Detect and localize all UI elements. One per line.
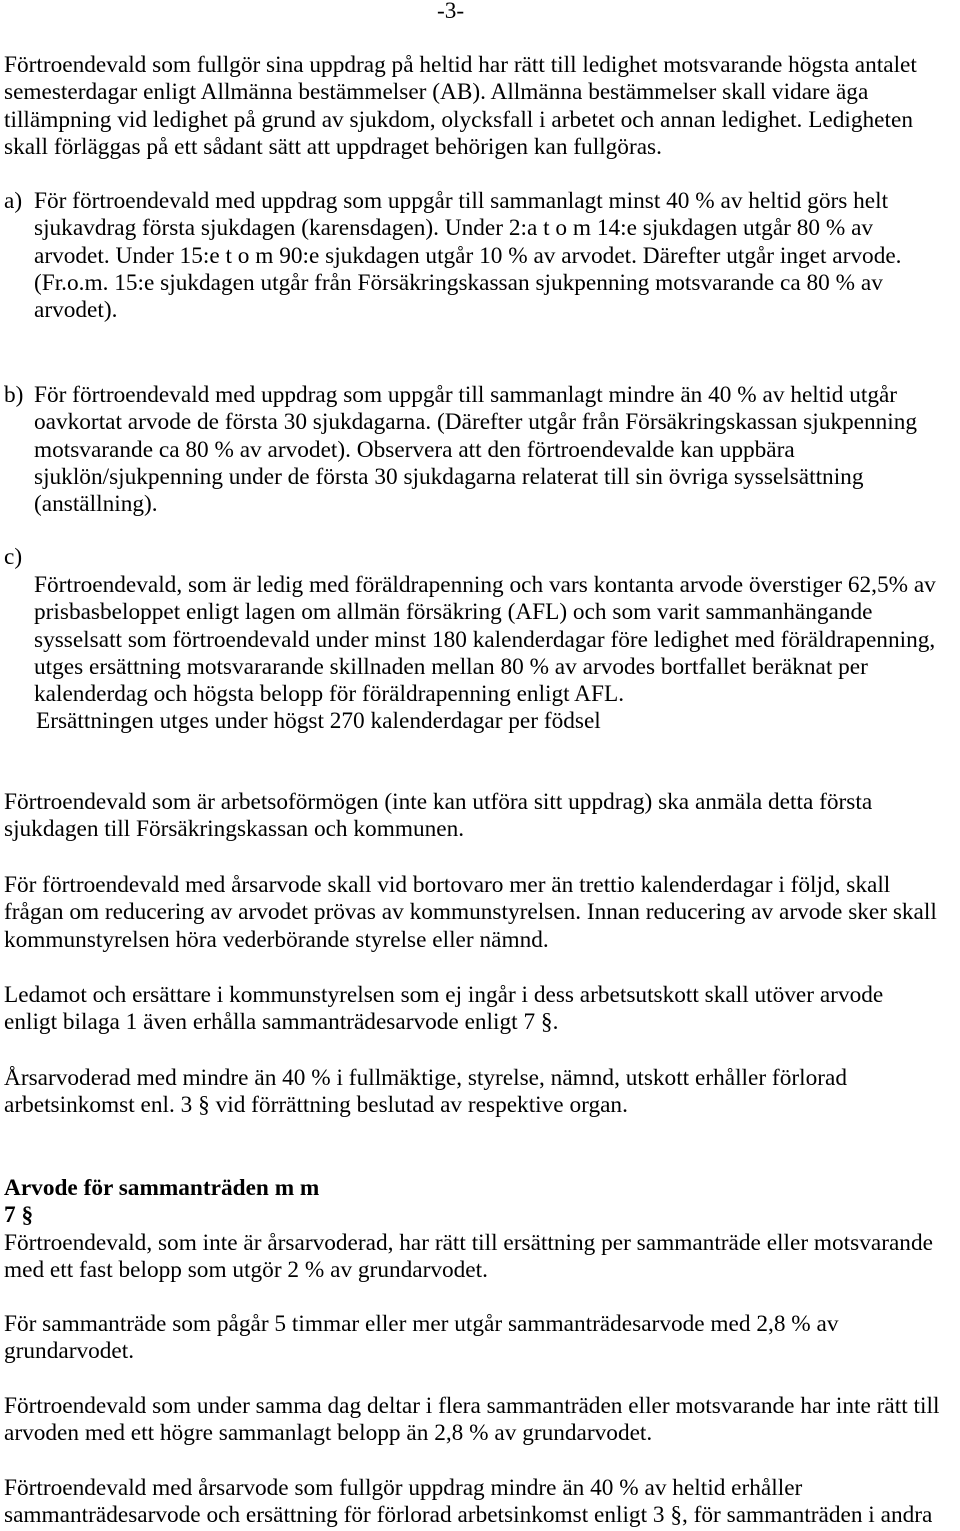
paragraph-annual-part-time — [4, 1475, 932, 1530]
paragraph-line: För sammanträde som pågår 5 timmar eller mer utgår sammanträdesarvode med 2,8 % av — [4, 1311, 839, 1337]
paragraph-line: sjukdagen till Försäkringskassan och kommunen. — [4, 816, 465, 843]
paragraph-line: arvoden med ett högre sammanlagt belopp än 2,8 % av grundarvodet. — [4, 1420, 653, 1447]
item-b-line: För förtroendevald med uppdrag som uppgår till sammanlagt mindre än 40 % av heltid utgår — [34, 382, 898, 408]
paragraph-line: sammanträdesarvode och ersättning för förlorad arbetsinkomst enligt 3 §, för sammanträden i andra — [4, 1502, 933, 1529]
item-b-line: motsvarande ca 80 % av arvodet). Observera att den förtroendevalde kan uppbära — [34, 436, 795, 463]
paragraph-line: enligt bilaga 1 även erhålla sammanträdesarvode enligt 7 §. — [4, 1009, 559, 1036]
item-c-text — [34, 572, 936, 736]
page-number: -3- — [437, 0, 465, 24]
item-a-text — [34, 188, 902, 324]
paragraph-long-meetings — [4, 1311, 839, 1366]
item-a-line: (Fr.o.m. 15:e sjukdagen utgår från Försäkringskassan sjukpenning motsvarande ca 80 % av — [34, 269, 883, 296]
paragraph-absence — [4, 872, 937, 954]
item-c-line: utges ersättning motsvararande skillnaden mellan 80 % av arvodes bortfallet beräknat per — [34, 653, 868, 680]
paragraph-line: tillämpning vid ledighet på grund av sjukdom, olycksfall i arbetet och annan ledighet. Ledigheten — [4, 106, 913, 133]
item-c-line: Förtroendevald, som är ledig med föräldrapenning och vars kontanta arvode överstiger 62,5% av — [34, 572, 936, 598]
paragraph-line: skall förläggas på ett sådant sätt att uppdraget behörigen kan fullgöras. — [4, 133, 662, 160]
paragraph-line: frågan om reducering av arvodet prövas av kommunstyrelsen. Innan reducering av arvode sker skall — [4, 899, 937, 926]
paragraph-leave-of-absence — [4, 52, 917, 161]
item-c-label: c) — [4, 544, 23, 570]
item-c-line: sysselsatt som förtroendevald under minst 180 kalenderdagar före ledighet med föräldrapenning, — [34, 626, 936, 653]
item-c-line: prisbasbeloppet enligt lagen om allmän försäkring (AFL) och som varit sammanhängande — [34, 599, 873, 626]
item-b-line: (anställning). — [34, 491, 158, 518]
paragraph-sick-report — [4, 789, 872, 844]
paragraph-line: Förtroendevald som är arbetsoförmögen (inte kan utföra sitt uppdrag) ska anmäla detta första — [4, 789, 873, 815]
item-b-text — [34, 382, 917, 518]
paragraph-board-members — [4, 982, 883, 1037]
paragraph-line: semesterdagar enligt Allmänna bestämmelser (AB). Allmänna bestämmelser skall vidare äga — [4, 79, 869, 106]
item-b-line: oavkortat arvode de första 30 sjukdagarna. (Därefter utgår från Försäkringskassan sjukpenning — [34, 409, 918, 436]
item-b-label: b) — [4, 382, 24, 408]
item-c-line: kalenderdag och högsta belopp för föräldrapenning enligt AFL. — [34, 681, 625, 708]
section-number: 7 § — [4, 1202, 34, 1229]
item-a-line: arvodet). — [34, 297, 118, 324]
paragraph-multiple-meetings — [4, 1393, 939, 1448]
paragraph-line: med ett fast belopp som utgör 2 % av grundarvodet. — [4, 1256, 488, 1283]
item-a-label: a) — [4, 188, 23, 214]
paragraph-line: Förtroendevald, som inte är årsarvoderad, har rätt till ersättning per sammanträde eller motsvarande — [4, 1229, 933, 1256]
paragraph-line: Årsarvoderad med mindre än 40 % i fullmäktige, styrelse, nämnd, utskott erhåller förlorad — [4, 1065, 847, 1091]
item-a-line: arvodet. Under 15:e t o m 90:e sjukdagen utgår 10 % av arvodet. Därefter utgår inget arvode. — [34, 242, 902, 269]
paragraph-line: Förtroendevald med årsarvode som fullgör uppdrag mindre än 40 % av heltid erhåller — [4, 1475, 803, 1501]
paragraph-line: grundarvodet. — [4, 1338, 135, 1365]
item-a-line: sjukavdrag första sjukdagen (karensdagen). Under 2:a t o m 14:e sjukdagen utgår 80 % av — [34, 215, 874, 242]
paragraph-line: Förtroendevald som fullgör sina uppdrag på heltid har rätt till ledighet motsvarande högsta antalet — [4, 52, 917, 78]
paragraph-line: arbetsinkomst enl. 3 § vid förrättning beslutad av respektive organ. — [4, 1092, 628, 1119]
item-c-line: Ersättningen utges under högst 270 kalenderdagar per födsel — [36, 708, 601, 735]
paragraph-line: För förtroendevald med årsarvode skall vid bortovaro mer än trettio kalenderdagar i följd, skall — [4, 872, 891, 898]
paragraph-line: Ledamot och ersättare i kommunstyrelsen som ej ingår i dess arbetsutskott skall utöver arvode — [4, 982, 884, 1008]
paragraph-line: kommunstyrelsen höra vederbörande styrelse eller nämnd. — [4, 926, 549, 953]
item-b-line: sjuklön/sjukpenning under de första 30 sjukdagarna relaterat till sin övriga sysselsättning — [34, 463, 864, 490]
section-meeting-fees — [4, 1175, 933, 1284]
paragraph-annual-fee — [4, 1065, 847, 1120]
section-heading: Arvode för sammanträden m m — [4, 1175, 320, 1201]
item-a-line: För förtroendevald med uppdrag som uppgår till sammanlagt minst 40 % av heltid görs helt — [34, 188, 889, 214]
paragraph-line: Förtroendevald som under samma dag deltar i flera sammanträden eller motsvarande har inte rätt till — [4, 1393, 940, 1419]
